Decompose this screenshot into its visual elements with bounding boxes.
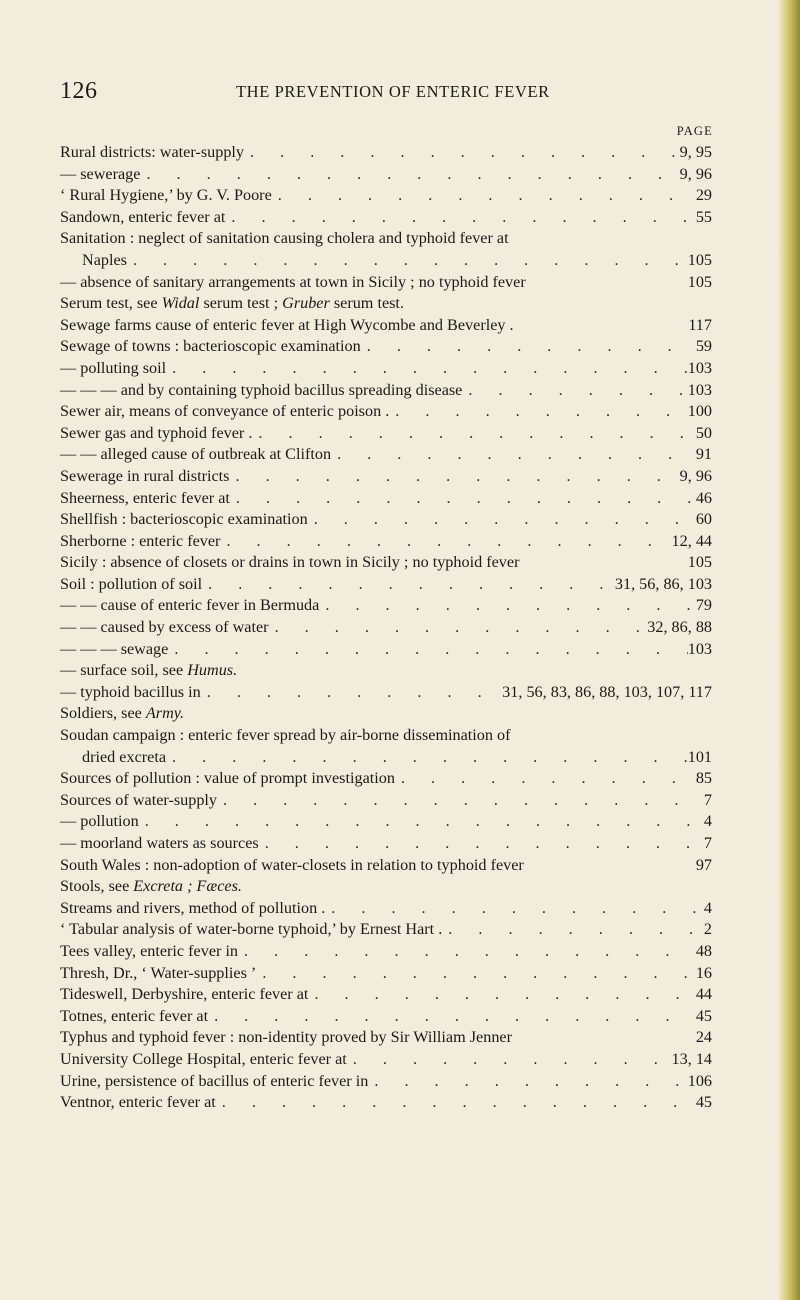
dot-leader bbox=[225, 207, 695, 229]
index-entry-pages: 48 bbox=[695, 941, 712, 960]
index-entry bbox=[60, 142, 712, 164]
dot-leader bbox=[259, 833, 704, 855]
index-entry bbox=[60, 790, 712, 812]
index-entry bbox=[60, 164, 712, 186]
index-entry-pages: 60 bbox=[695, 510, 712, 529]
index-entry-text: Sherborne : enteric fever bbox=[60, 531, 221, 550]
index-entry bbox=[60, 380, 712, 402]
dot-leader bbox=[220, 531, 671, 553]
index-entry-text: Sources of pollution : value of prompt investigation bbox=[60, 769, 395, 788]
index-entry-text: University College Hospital, enteric fever at bbox=[60, 1049, 347, 1068]
index-entry-text: — typhoid bacillus in bbox=[60, 682, 201, 701]
index-entry-text: ‘ Rural Hygiene,’ by G. V. Poore bbox=[60, 186, 272, 205]
index-entry-pages: 91 bbox=[695, 445, 712, 464]
index-entry-text: — sewerage bbox=[60, 164, 141, 183]
index-entry bbox=[60, 919, 712, 941]
index-entry bbox=[60, 617, 712, 639]
index-entry bbox=[60, 423, 712, 445]
page-edge-decoration bbox=[778, 0, 800, 1300]
dot-leader bbox=[308, 509, 696, 531]
dot-leader bbox=[201, 682, 502, 704]
dot-leader bbox=[216, 1092, 696, 1114]
index-entry-text: Soudan campaign : enteric fever spread by air-borne dissemination of bbox=[60, 726, 511, 745]
index-entry-pages: 103 bbox=[687, 358, 712, 377]
index-entry-pages: 105 bbox=[687, 272, 712, 291]
index-entry-text: Tees valley, enteric fever in bbox=[60, 941, 239, 960]
index-entry-pages: 85 bbox=[695, 769, 712, 788]
dot-leader bbox=[325, 898, 704, 920]
index-entry-pages: 4 bbox=[703, 812, 712, 831]
index-entry bbox=[60, 185, 712, 207]
index-entry-text: Serum test, see Widal serum test ; Gruber serum test. bbox=[60, 294, 404, 313]
index-entry-pages: 24 bbox=[695, 1028, 712, 1047]
index-entry bbox=[60, 1049, 712, 1071]
index-entry bbox=[60, 509, 712, 531]
dot-leader bbox=[395, 768, 696, 790]
index-entry-text: — — — sewage bbox=[60, 639, 169, 658]
running-head bbox=[60, 78, 660, 108]
index-entry-text: South Wales : non-adoption of water-closets in relation to typhoid fever bbox=[60, 855, 524, 874]
index-entry bbox=[60, 358, 712, 380]
dot-leader bbox=[269, 617, 648, 639]
index-entry-pages: 55 bbox=[695, 207, 712, 226]
index-list bbox=[60, 142, 712, 1114]
dot-leader bbox=[238, 941, 696, 963]
dot-leader bbox=[208, 1006, 696, 1028]
index-entry-text: — surface soil, see Humus. bbox=[60, 661, 238, 680]
dot-leader bbox=[319, 595, 695, 617]
index-entry-text: — — — and by containing typhoid bacillus spreading disease bbox=[60, 380, 463, 399]
index-entry-text: — — cause of enteric fever in Bermuda bbox=[60, 596, 320, 615]
index-entry bbox=[60, 811, 712, 833]
dot-leader bbox=[140, 164, 679, 186]
index-entry-pages: 13, 14 bbox=[671, 1049, 712, 1068]
index-entry-text: Ventnor, enteric fever at bbox=[60, 1093, 216, 1112]
index-entry-text: Sandown, enteric fever at bbox=[60, 207, 226, 226]
index-entry-pages: 31, 56, 83, 86, 88, 103, 107, 117 bbox=[502, 682, 712, 701]
index-entry-pages: 29 bbox=[695, 186, 712, 205]
dot-leader bbox=[230, 488, 696, 510]
index-entry-pages: 12, 44 bbox=[671, 531, 712, 550]
index-entry bbox=[60, 401, 712, 423]
index-entry-pages: 9, 96 bbox=[679, 466, 712, 485]
dot-leader bbox=[202, 574, 615, 596]
index-entry bbox=[60, 207, 712, 229]
dot-leader bbox=[217, 790, 704, 812]
index-entry bbox=[60, 768, 712, 790]
index-entry-text: Rural districts: water-supply bbox=[60, 143, 244, 161]
index-entry bbox=[60, 682, 712, 704]
index-entry bbox=[60, 531, 712, 553]
header-title: THE PREVENTION OF ENTERIC FEVER bbox=[236, 82, 550, 101]
index-entry-text: Sewage farms cause of enteric fever at High Wycombe and Beverley . bbox=[60, 315, 514, 334]
index-entry-pages: 45 bbox=[695, 1006, 712, 1025]
page-number: 126 bbox=[60, 78, 98, 104]
index-entry bbox=[60, 725, 712, 747]
index-entry-pages: 7 bbox=[703, 790, 712, 809]
page-column-label: PAGE bbox=[676, 124, 713, 138]
dot-leader bbox=[361, 336, 696, 358]
index-entry-pages: 100 bbox=[687, 402, 712, 421]
index-entry-pages: 46 bbox=[695, 488, 712, 507]
index-entry-text: — pollution bbox=[60, 812, 139, 831]
index-entry bbox=[60, 336, 712, 358]
index-entry-text: — moorland waters as sources bbox=[60, 834, 259, 852]
index-entry-text: Thresh, Dr., ‘ Water-supplies ’ bbox=[60, 963, 257, 982]
index-entry bbox=[60, 941, 712, 963]
index-entry-text: ‘ Tabular analysis of water-borne typhoid,’ by Ernest Hart . bbox=[60, 920, 443, 939]
index-entry bbox=[60, 552, 712, 574]
index-entry-text: Sewerage in rural districts bbox=[60, 466, 230, 485]
dot-leader bbox=[272, 185, 696, 207]
index-entry-pages: 117 bbox=[688, 315, 712, 334]
index-entry-pages: 9, 96 bbox=[679, 164, 712, 183]
index-entry-pages: 79 bbox=[695, 596, 712, 615]
index-entry bbox=[60, 660, 712, 682]
index-entry-text: Sanitation : neglect of sanitation causing cholera and typhoid fever at bbox=[60, 229, 509, 248]
index-entry bbox=[60, 703, 712, 725]
index-entry-text: Totnes, enteric fever at bbox=[60, 1006, 209, 1025]
dot-leader bbox=[127, 250, 688, 272]
index-entry-text: dried excreta bbox=[82, 747, 167, 766]
index-entry bbox=[60, 315, 712, 337]
index-entry bbox=[60, 250, 712, 272]
index-entry-pages: 97 bbox=[695, 855, 712, 874]
index-entry-text: Sewer air, means of conveyance of enteric poison . bbox=[60, 402, 390, 421]
index-entry-pages: 103 bbox=[687, 639, 712, 658]
index-entry-text: Sources of water-supply bbox=[60, 790, 218, 809]
index-entry-text: Shellfish : bacterioscopic examination bbox=[60, 510, 308, 529]
index-entry-pages: 59 bbox=[695, 337, 712, 356]
index-entry bbox=[60, 466, 712, 488]
dot-leader bbox=[166, 747, 688, 769]
index-entry-text: Streams and rivers, method of pollution . bbox=[60, 898, 326, 917]
dot-leader bbox=[139, 811, 704, 833]
index-entry-text: Typhus and typhoid fever : non-identity proved by Sir William Jenner bbox=[60, 1028, 512, 1047]
index-entry bbox=[60, 963, 712, 985]
index-entry bbox=[60, 444, 712, 466]
index-entry bbox=[60, 898, 712, 920]
dot-leader bbox=[308, 984, 695, 1006]
index-entry bbox=[60, 833, 712, 855]
index-entry-pages: 31, 56, 86, 103 bbox=[614, 574, 712, 593]
index-entry-pages: 44 bbox=[695, 985, 712, 1004]
index-entry-text: Soldiers, see Army. bbox=[60, 704, 185, 723]
index-entry-pages: 32, 86, 88 bbox=[647, 618, 712, 637]
index-entry bbox=[60, 228, 712, 250]
index-entry-pages: 16 bbox=[695, 963, 712, 982]
index-entry-text: Urine, persistence of bacillus of enteric fever in bbox=[60, 1071, 369, 1090]
index-entry bbox=[60, 747, 712, 769]
index-entry bbox=[60, 488, 712, 510]
dot-leader bbox=[462, 380, 687, 402]
index-entry bbox=[60, 293, 712, 315]
index-entry-pages: 101 bbox=[687, 747, 712, 766]
dot-leader bbox=[331, 444, 696, 466]
dot-leader bbox=[256, 963, 695, 985]
index-entry-text: — — caused by excess of water bbox=[60, 618, 269, 637]
index-entry bbox=[60, 984, 712, 1006]
index-entry-text: Sewage of towns : bacterioscopic examination bbox=[60, 337, 361, 356]
index-entry-pages: 2 bbox=[703, 920, 712, 939]
index-entry bbox=[60, 1006, 712, 1028]
dot-leader bbox=[347, 1049, 672, 1071]
index-entry bbox=[60, 1027, 712, 1049]
dot-leader bbox=[368, 1071, 687, 1093]
index-entry-pages: 50 bbox=[695, 423, 712, 442]
index-entry-pages: 7 bbox=[703, 834, 712, 852]
index-entry-pages: 45 bbox=[695, 1093, 712, 1112]
index-entry bbox=[60, 595, 712, 617]
index-entry bbox=[60, 876, 712, 898]
index-entry-text: Naples bbox=[82, 250, 127, 269]
index-entry-text: Soil : pollution of soil bbox=[60, 574, 203, 593]
dot-leader bbox=[168, 639, 687, 661]
dot-leader bbox=[166, 358, 688, 380]
index-entry-pages: 105 bbox=[687, 250, 712, 269]
index-entry-text: Tideswell, Derbyshire, enteric fever at bbox=[60, 985, 309, 1004]
index-entry-pages: 106 bbox=[687, 1071, 712, 1090]
index-entry-pages: 105 bbox=[687, 553, 712, 572]
index-entry-text: Sicily : absence of closets or drains in town in Sicily ; no typhoid fever bbox=[60, 553, 520, 572]
index-entry bbox=[60, 639, 712, 661]
index-entry bbox=[60, 574, 712, 596]
dot-leader bbox=[252, 423, 695, 445]
index-entry-pages: 9, 95 bbox=[679, 143, 712, 161]
index-entry bbox=[60, 1071, 712, 1093]
index-entry-text: — absence of sanitary arrangements at town in Sicily ; no typhoid fever bbox=[60, 272, 526, 291]
index-entry-text: Stools, see Excreta ; Fæces. bbox=[60, 877, 242, 896]
dot-leader bbox=[229, 466, 679, 488]
index-entry-pages: 103 bbox=[687, 380, 712, 399]
index-entry-pages: 4 bbox=[703, 898, 712, 917]
index-entry-text: — — alleged cause of outbreak at Clifton bbox=[60, 445, 332, 464]
index-entry-text: Sewer gas and typhoid fever . bbox=[60, 423, 253, 442]
dot-leader bbox=[442, 919, 704, 941]
index-entry-text: Sheerness, enteric fever at bbox=[60, 488, 230, 507]
index-entry bbox=[60, 855, 712, 877]
index-entry bbox=[60, 1092, 712, 1114]
index-entry bbox=[60, 272, 712, 294]
index-entry-text: — polluting soil bbox=[60, 358, 167, 377]
dot-leader bbox=[389, 401, 687, 423]
dot-leader bbox=[244, 142, 680, 164]
